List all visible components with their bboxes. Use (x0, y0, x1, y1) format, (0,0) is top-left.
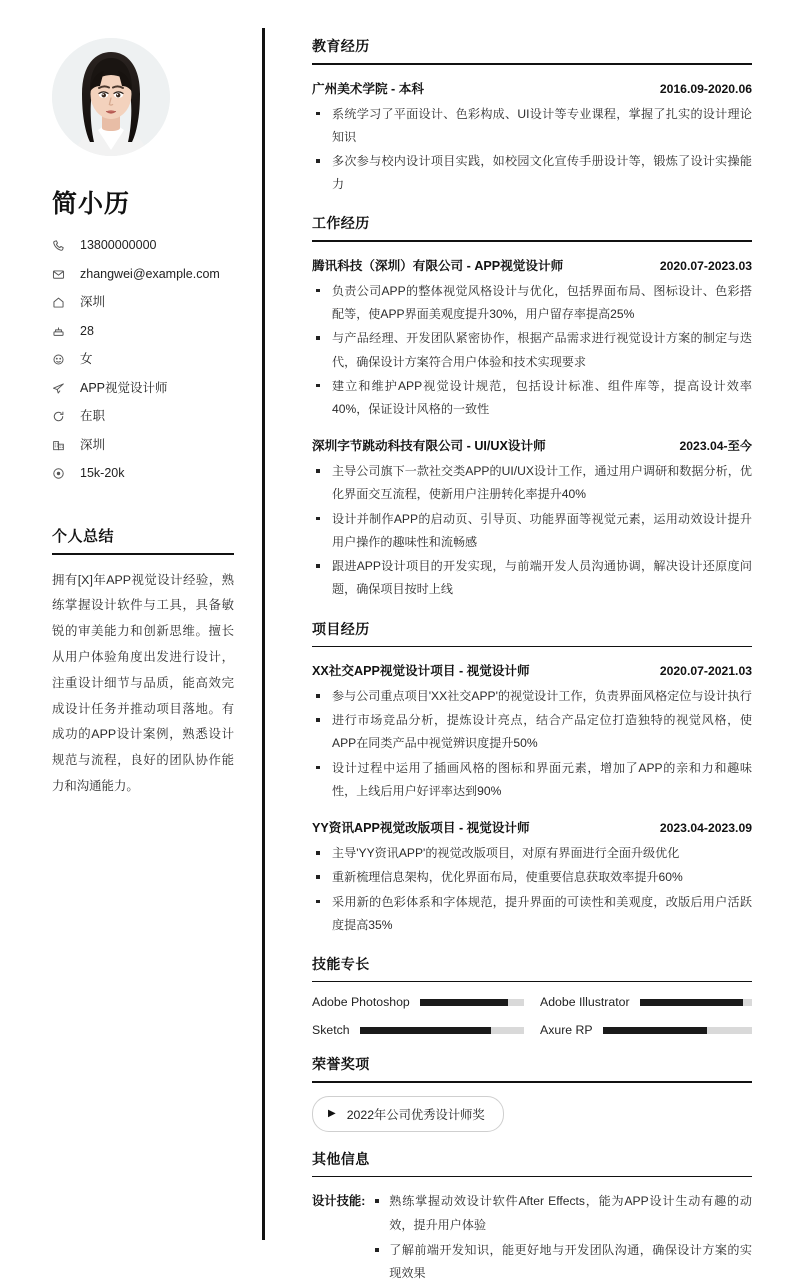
skill-progress-fill (420, 999, 509, 1006)
entry-title: YY资讯APP视觉改版项目 - 视觉设计师 (312, 821, 530, 836)
section-projects (312, 619, 752, 937)
award-badge[interactable] (312, 1096, 504, 1132)
section-heading-skills: 技能专长 (312, 955, 370, 972)
bullet-item: 采用新的色彩体系和字体规范，提升界面的可读性和美观度，改版后用户活跃度提高35% (312, 891, 752, 937)
other-info-bullets (371, 1190, 752, 1287)
section-rule-other (312, 1176, 752, 1178)
section-work-experience (312, 213, 752, 601)
contact-email-value: zhangwei@example.com (80, 266, 220, 281)
entry-header (312, 78, 752, 97)
column-divider (262, 28, 265, 1240)
work-entry (312, 255, 752, 421)
contact-gender (52, 352, 232, 367)
contact-list (52, 238, 232, 481)
entry-title: 广州美术学院 - 本科 (312, 81, 424, 96)
triangle-right-icon: ▶ (328, 1107, 336, 1119)
skill-label: Adobe Photoshop (312, 995, 410, 1010)
skill-progress-track (360, 1027, 524, 1034)
skill-progress-track (420, 999, 524, 1006)
contact-salary-value: 15k-20k (80, 466, 125, 480)
skill-progress-fill (360, 1027, 492, 1034)
award-label: 2022年公司优秀设计师奖 (346, 1107, 485, 1122)
project-entry (312, 817, 752, 937)
personal-summary-text: 拥有[X]年APP视觉设计经验，熟练掌握设计软件与工具，具备敏锐的审美能力和创新思维。擅长从用户体验角度出发进行设计，注重设计细节与品质，能高效完成设计任务并推动项目落地。有成功的APP设计案例，熟悉设计规范与流程，良好的团队协作能力和沟通能力。 (52, 572, 234, 793)
bullet-item: 主导公司旗下一款社交类APP的UI/UX设计工作，通过用户调研和数据分析，优化界面交互流程，使新用户注册转化率提升40% (312, 460, 752, 506)
bullet-item: 设计过程中运用了插画风格的图标和界面元素，增加了APP的亲和力和趣味性，上线后用户好评率达到90% (312, 757, 752, 803)
bullet-item: 与产品经理、开发团队紧密协作，根据产品需求进行视觉设计方案的制定与迭代，确保设计方案符合用户体验和技术实现要求 (312, 327, 752, 373)
section-rule-projects (312, 646, 752, 648)
section-education (312, 36, 752, 196)
bullet-item: 参与公司重点项目'XX社交APP'的视觉设计工作，负责界面风格定位与设计执行 (312, 685, 752, 708)
bullet-item: 了解前端开发知识，能更好地与开发团队沟通，确保设计方案的实现效果 (371, 1239, 752, 1285)
main-content (262, 0, 794, 1281)
bullet-item: 建立和维护APP视觉设计规范，包括设计标准、组件库等，提高设计效率40%，保证设计风格的一致性 (312, 375, 752, 421)
skill-row (312, 995, 524, 1009)
envelope-icon (52, 268, 69, 281)
entry-date: 2016.09-2020.06 (659, 81, 752, 96)
section-rule-awards (312, 1081, 752, 1083)
contact-phone-value: 13800000000 (80, 238, 157, 252)
entry-bullets (312, 280, 752, 421)
other-info-group (312, 1190, 752, 1287)
contact-location-value: 深圳 (80, 295, 106, 309)
cake-icon (52, 325, 69, 338)
skills-grid (312, 995, 752, 1037)
section-heading-other: 其他信息 (312, 1150, 370, 1167)
education-entry (312, 78, 752, 197)
entry-bullets (312, 103, 752, 197)
skill-row (540, 1023, 752, 1037)
home-icon (52, 296, 69, 309)
skill-progress-fill (603, 1027, 708, 1034)
section-rule-work (312, 240, 752, 242)
entry-date: 2020.07-2021.03 (659, 664, 752, 678)
page-title: 简小历 (52, 190, 131, 218)
skill-row (540, 995, 752, 1009)
section-heading-awards: 荣誉奖项 (312, 1056, 370, 1073)
contact-status-value: 在职 (80, 409, 106, 423)
skill-label: Axure RP (540, 1023, 593, 1038)
other-info-label: 设计技能: (312, 1194, 366, 1209)
section-heading-education: 教育经历 (312, 38, 370, 54)
skill-progress-track (640, 999, 752, 1006)
entry-bullets (312, 842, 752, 937)
personal-summary-rule (52, 553, 234, 555)
gender-icon (52, 353, 69, 366)
paper-plane-icon (52, 382, 69, 395)
skill-label: Adobe Illustrator (540, 995, 630, 1010)
bullet-item: 进行市场竞品分析，提炼设计亮点，结合产品定位打造独特的视觉风格，使APP在同类产品中视觉辨识度提升50% (312, 709, 752, 755)
skill-row (312, 1023, 524, 1037)
bullet-item: 重新梳理信息架构，优化界面布局，使重要信息获取效率提升60% (312, 866, 752, 889)
entry-bullets (312, 685, 752, 803)
salary-icon (52, 467, 69, 480)
bullet-item: 系统学习了平面设计、色彩构成、UI设计等专业课程，掌握了扎实的设计理论知识 (312, 103, 752, 149)
section-skills (312, 954, 752, 1038)
project-entry (312, 660, 752, 803)
avatar (52, 38, 170, 156)
entry-header (312, 435, 752, 454)
building-icon (52, 439, 69, 452)
contact-email (52, 267, 232, 282)
personal-summary-section (52, 525, 234, 800)
contact-age-value: 28 (80, 323, 94, 338)
entry-title: XX社交APP视觉设计项目 - 视觉设计师 (312, 664, 530, 678)
contact-status (52, 409, 232, 424)
skill-progress-track (603, 1027, 752, 1034)
contact-salary (52, 466, 232, 481)
entry-header (312, 817, 752, 836)
section-other-info (312, 1149, 752, 1287)
section-awards (312, 1054, 752, 1132)
contact-position (52, 381, 232, 396)
bullet-item: 熟练掌握动效设计软件After Effects，能为APP设计生动有趣的动效，提升用户体验 (371, 1190, 752, 1236)
entry-header (312, 660, 752, 679)
entry-header (312, 255, 752, 274)
contact-location (52, 295, 232, 310)
contact-gender-value: 女 (80, 352, 93, 366)
bullet-item: 主导'YY资讯APP'的视觉改版项目，对原有界面进行全面升级优化 (312, 842, 752, 865)
skill-progress-fill (640, 999, 743, 1006)
skill-label: Sketch (312, 1023, 350, 1038)
bullet-item: 设计并制作APP的启动页、引导页、功能界面等视觉元素，运用动效设计提升用户操作的趣味性和流畅感 (312, 508, 752, 554)
entry-date: 2023.04-2023.09 (659, 821, 752, 836)
contact-city (52, 438, 232, 453)
entry-date: 2020.07-2023.03 (659, 258, 752, 273)
work-entry (312, 435, 752, 601)
section-rule-skills (312, 981, 752, 983)
section-heading-projects: 项目经历 (312, 620, 370, 637)
awards-list (312, 1096, 752, 1132)
personal-summary-heading: 个人总结 (52, 528, 115, 545)
profile-photo-illustration (52, 38, 170, 156)
sidebar (0, 0, 262, 1278)
contact-city-value: 深圳 (80, 437, 106, 452)
entry-bullets (312, 460, 752, 601)
phone-icon (52, 239, 69, 252)
entry-title: 深圳字节跳动科技有限公司 - UI/UX设计师 (312, 439, 546, 454)
entry-date: 2023.04-至今 (679, 439, 752, 454)
contact-position-value: APP视觉设计师 (80, 380, 168, 395)
section-heading-work: 工作经历 (312, 215, 370, 232)
contact-age (52, 324, 232, 339)
contact-phone (52, 238, 232, 253)
bullet-item: 跟进APP设计项目的开发实现，与前端开发人员沟通协调，解决设计还原度问题，确保项目按时上线 (312, 555, 752, 601)
entry-title: 腾讯科技（深圳）有限公司 - APP视觉设计师 (312, 258, 564, 273)
bullet-item: 多次参与校内设计项目实践，如校园文化宣传手册设计等，锻炼了设计实操能力 (312, 150, 752, 196)
section-rule-education (312, 63, 752, 65)
refresh-icon (52, 410, 69, 423)
bullet-item: 负责公司APP的整体视觉风格设计与优化，包括界面布局、图标设计、色彩搭配等，使APP界面美观度提升30%，用户留存率提高25% (312, 280, 752, 326)
